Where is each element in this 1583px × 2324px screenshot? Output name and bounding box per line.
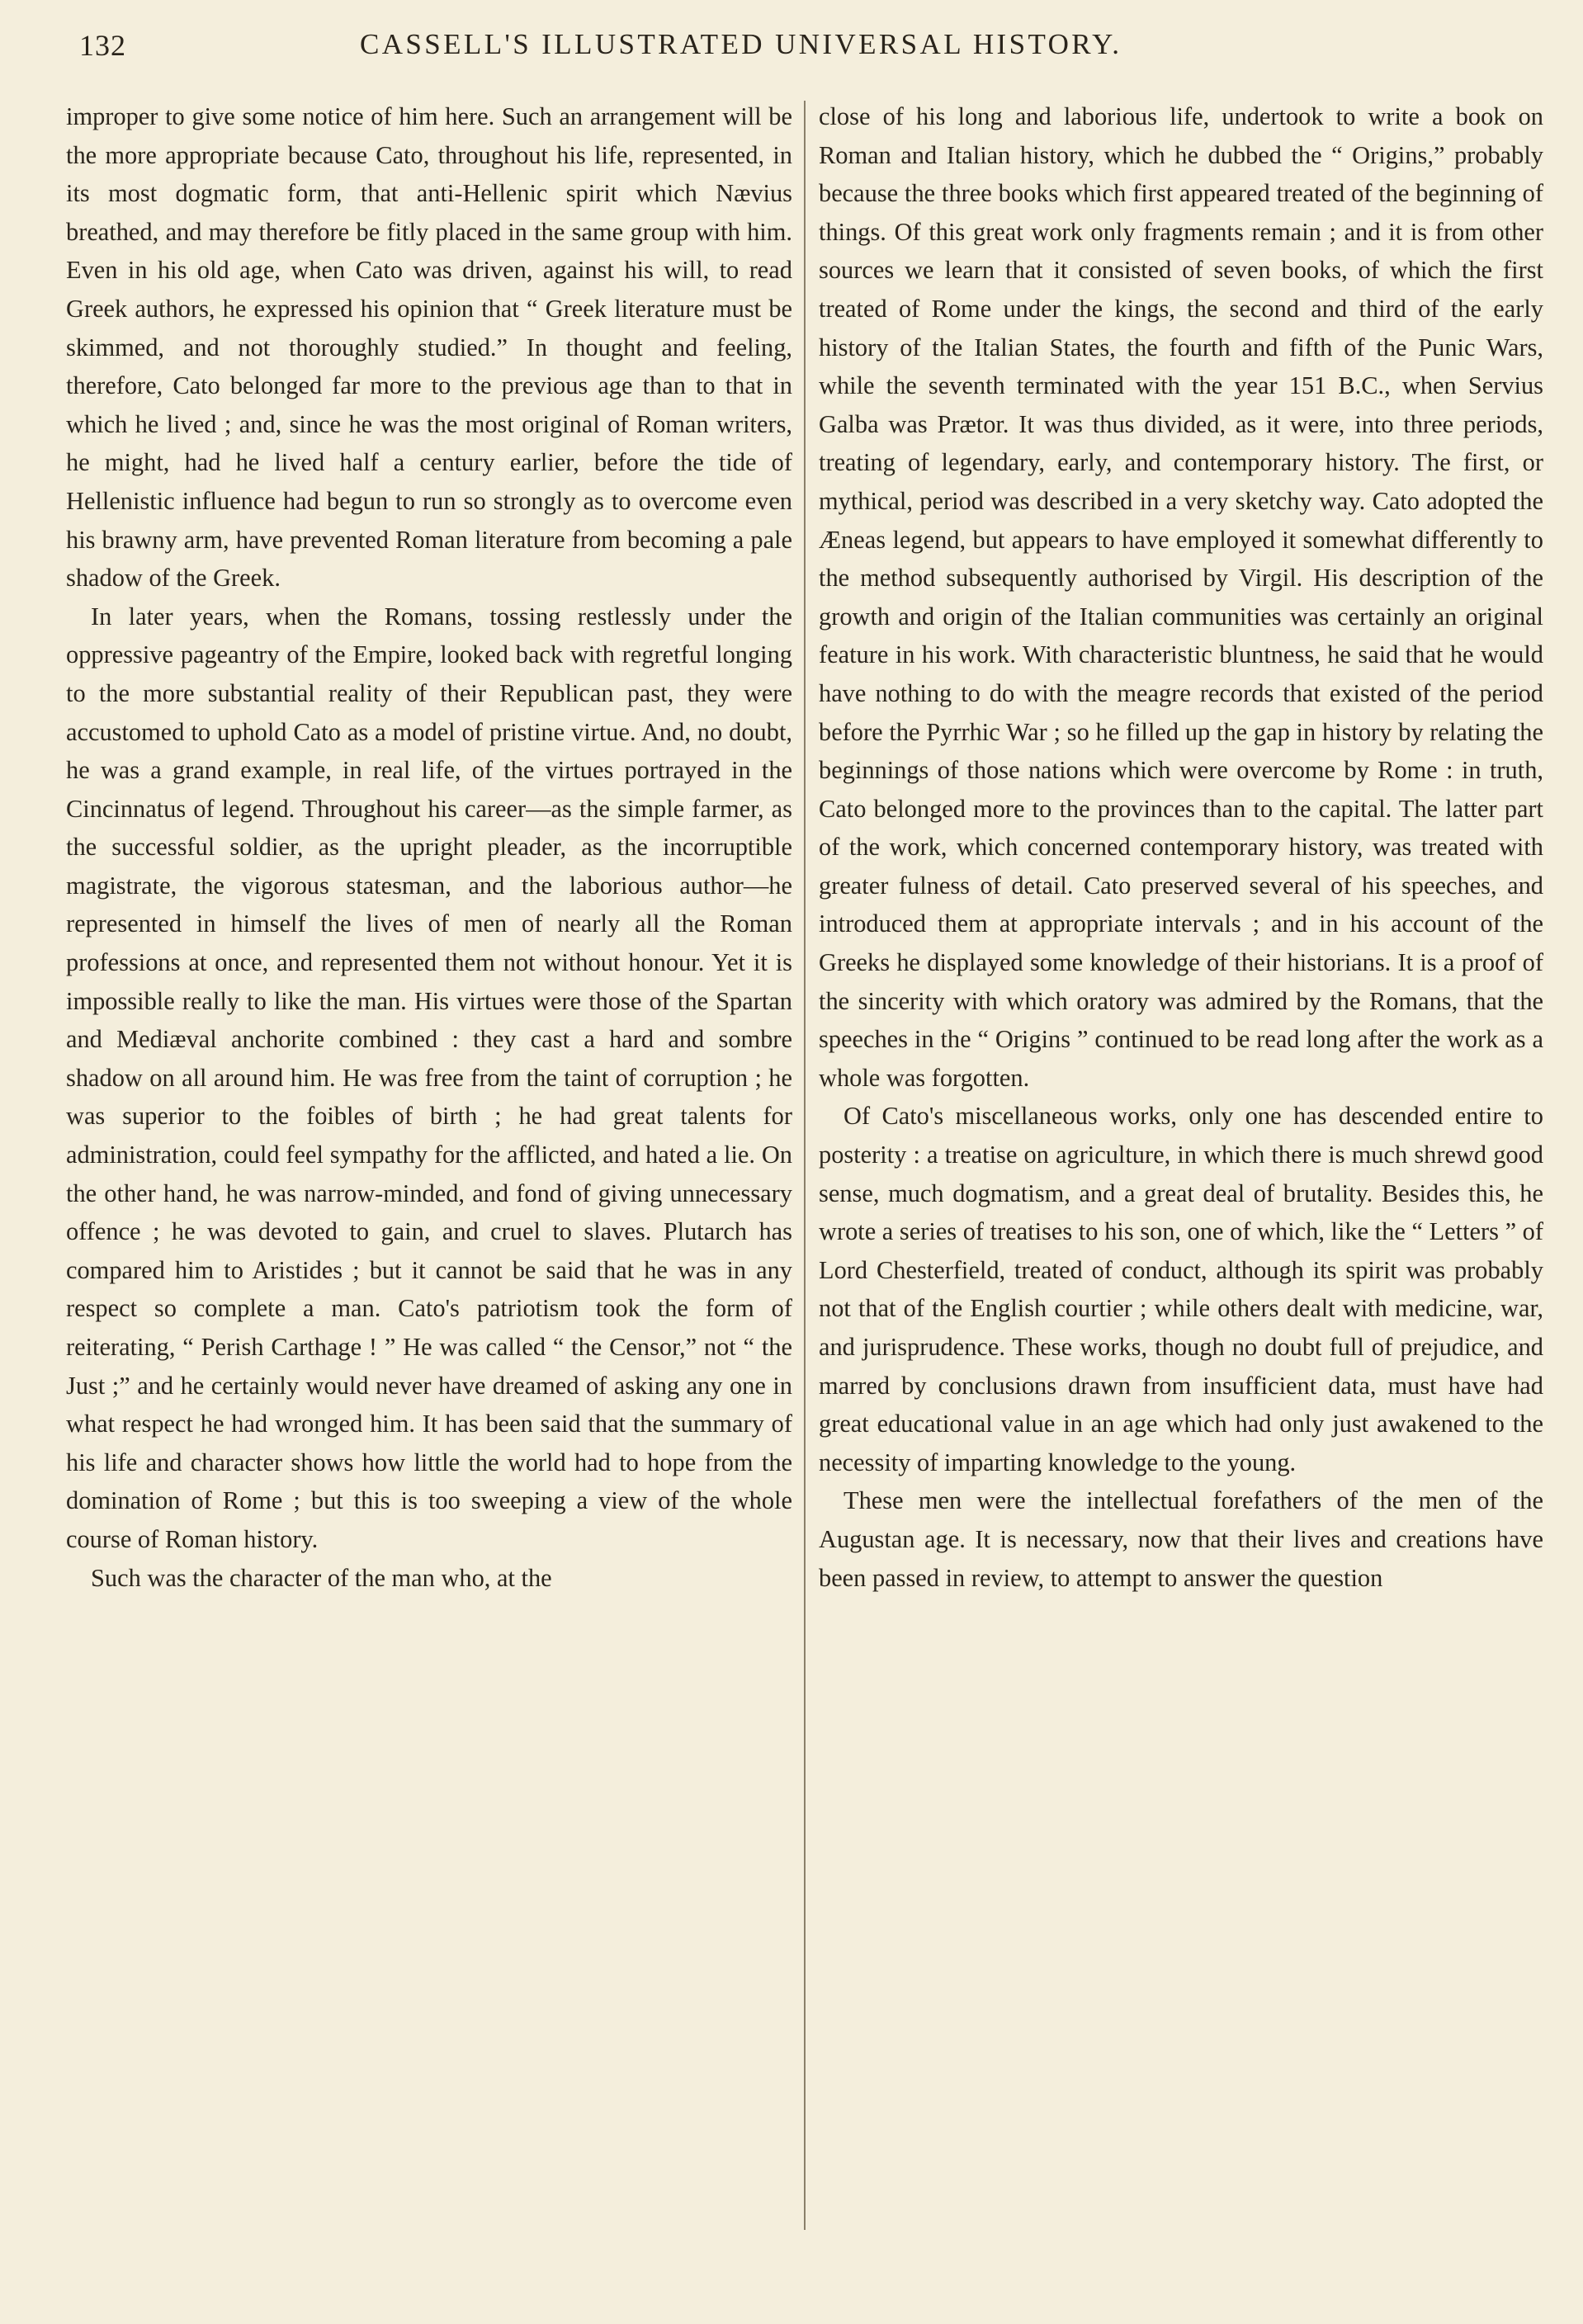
column-divider xyxy=(804,101,806,2230)
left-paragraph-2: In later years, when the Romans, tossing restlessly under the oppressive pageantry of the Empire, looked back with regretful longing to the more substantial reality of their Republican past, they were accustomed to uphold Cato as a model of pristine virtue. And, no doubt, he was a grand example, in real life, of the virtues portrayed in the Cincinnatus of legend. Throughout his career—as the simple farmer, as the successful soldier, as the upright pleader, as the incorruptible magistrate, the vigorous statesman, and the laborious author—he represented in himself the lives of men of nearly all the Roman professions at once, and represented them not without honour. Yet it is impossible really to like the man. His virtues were those of the Spartan and Mediæval anchorite combined : they cast a hard and sombre shadow on all around him. He was free from the taint of corruption ; he was superior to the foibles of birth ; he had great talents for administration, could feel sympathy for the afflicted, and hated a lie. On the other hand, he was narrow-minded, and fond of giving unnecessary offence ; he was devoted to gain, and cruel to slaves. Plutarch has compared him to Aristides ; but it cannot be said that he was in any respect so complete a man. Cato's patriotism took the form of reiterating, “ Perish Carthage ! ” He was called “ the Censor,” not “ the Just ;” and he certainly would never have dreamed of asking any one in what respect he had wronged him. It has been said that the summary of his life and character shows how little the world had to hope from the domination of Rome ; but this is too sweeping a view of the whole course of Roman history. xyxy=(66,602,792,1553)
running-title: CASSELL'S ILLUSTRATED UNIVERSAL HISTORY. xyxy=(360,28,1122,60)
page-header xyxy=(79,25,1251,74)
page-number: 132 xyxy=(79,29,126,62)
left-column xyxy=(66,97,792,2260)
right-column xyxy=(819,97,1543,2260)
left-paragraph-1: improper to give some notice of him here. Such an arrangement will be the more appropriate because Cato, throughout his life, represented, in its most dogmatic form, that anti-Hellenic spirit which Nævius breathed, and may therefore be fitly placed in the same group with him. Even in his old age, when Cato was driven, against his will, to read Greek authors, he expressed his opinion that “ Greek literature must be skimmed, and not thoroughly studied.” In thought and feeling, therefore, Cato belonged far more to the previous age than to that in which he lived ; and, since he was the most original of Roman writers, he might, had he lived half a century earlier, before the tide of Hellenistic influence had begun to run so strongly as to overcome even his brawny arm, have prevented Roman literature from becoming a pale shadow of the Greek. xyxy=(66,102,792,593)
left-paragraph-3: Such was the character of the man who, at the xyxy=(91,1563,552,1592)
right-paragraph-1: close of his long and laborious life, undertook to write a book on Roman and Italian history, which he dubbed the “ Origins,” probably because the three books which first appeared treated of the beginning of things. Of this great work only fragments remain ; and it is from other sources we learn that it consisted of seven books, of which the first treated of Rome under the kings, the second and third of the early history of the Italian States, the fourth and fifth of the Punic Wars, while the seventh terminated with the year 151 B.C., when Servius Galba was Prætor. It was thus divided, as it were, into three periods, treating of legendary, early, and contemporary history. The first, or mythical, period was described in a very sketchy way. Cato adopted the Æneas legend, but appears to have employed it somewhat differently to the method subsequently authorised by Virgil. His description of the growth and origin of the Italian communities was certainly an original feature in his work. With characteristic bluntness, he said that he would have nothing to do with the meagre records that existed of the period before the Pyrrhic War ; so he filled up the gap in history by relating the beginnings of those nations which were overcome by Rome : in truth, Cato belonged more to the provinces than to the capital. The latter part of the work, which concerned contemporary history, was treated with greater fulness of detail. Cato preserved several of his speeches, and introduced them at appropriate intervals ; and in his account of the Greeks he displayed some knowledge of their historians. It is a proof of the sincerity with which oratory was admired by the Romans, that the speeches in the “ Origins ” continued to be read long after the work as a whole was forgotten. xyxy=(819,102,1543,1092)
right-paragraph-2: Of Cato's miscellaneous works, only one has descended entire to posterity : a treatise on agriculture, in which there is much shrewd good sense, much dogmatism, and a great deal of brutality. Besides this, he wrote a series of treatises to his son, one of which, like the “ Letters ” of Lord Chesterfield, treated of conduct, although its spirit was probably not that of the English courtier ; while others dealt with medicine, war, and jurisprudence. These works, though no doubt full of prejudice, and marred by conclusions drawn from insufficient data, must have had great educational value in an age which had only just awakened to the necessity of imparting knowledge to the young. xyxy=(819,1102,1543,1476)
right-paragraph-3: These men were the intellectual forefathers of the men of the Augustan age. It is necessary, now that their lives and creations have been passed in review, to attempt to answer the question xyxy=(819,1486,1543,1592)
